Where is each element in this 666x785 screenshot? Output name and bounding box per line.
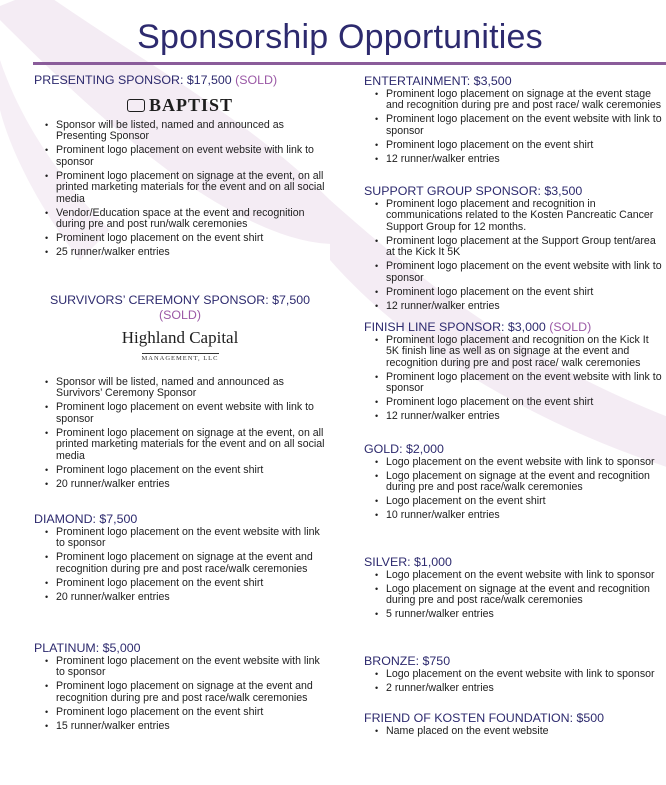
list-item: • Prominent logo placement on signage at the event and recognition during pre and post race/walk ceremonies bbox=[34, 681, 326, 704]
section-heading: FINISH LINE SPONSOR: $3,000 (SOLD) bbox=[364, 320, 592, 334]
section-heading: SILVER: $1,000 bbox=[364, 555, 452, 569]
page-title: Sponsorship Opportunities bbox=[137, 18, 543, 56]
sponsor-silver bbox=[364, 555, 664, 623]
benefit-list bbox=[34, 527, 326, 603]
benefit-list bbox=[364, 726, 664, 737]
sold-badge: (SOLD) bbox=[549, 320, 592, 334]
list-item: • Prominent logo placement on event website with link to sponsor bbox=[34, 402, 326, 425]
section-heading: GOLD: $2,000 bbox=[364, 442, 444, 456]
benefit-list bbox=[364, 457, 664, 522]
list-item: • Logo placement on signage at the event and recognition during pre and post race/walk ceremonies bbox=[364, 584, 664, 607]
section-heading: PRESENTING SPONSOR: $17,500 (SOLD) bbox=[34, 73, 278, 87]
list-item: • Logo placement on the event website with link to sponsor bbox=[364, 457, 664, 468]
benefit-list bbox=[364, 570, 664, 621]
sold-badge: (SOLD) bbox=[235, 73, 278, 87]
list-item: • 2 runner/walker entries bbox=[364, 683, 664, 694]
list-item: • Sponsor will be listed, named and announced as Survivors’ Ceremony Sponsor bbox=[34, 377, 326, 400]
list-item: • 20 runner/walker entries bbox=[34, 592, 326, 603]
list-item: • Vendor/Education space at the event and recognition during pre and post run/walk ceremonies bbox=[34, 208, 326, 231]
sponsor-presenting bbox=[34, 73, 326, 261]
sponsor-friend-of-kosten bbox=[364, 711, 664, 740]
benefit-list bbox=[364, 335, 664, 423]
list-item: • Prominent logo placement on the event website with link to sponsor bbox=[364, 261, 664, 284]
list-item: • Prominent logo placement on signage at the event, on all printed marketing materials for the event and on all social media bbox=[34, 171, 326, 205]
baptist-mark-icon bbox=[127, 99, 145, 112]
section-heading: FRIEND OF KOSTEN FOUNDATION: $500 bbox=[364, 711, 605, 725]
sponsor-finish-line bbox=[364, 320, 664, 425]
list-item: • 10 runner/walker entries bbox=[364, 510, 664, 521]
list-item: • Prominent logo placement on the event website with link to sponsor bbox=[364, 372, 664, 395]
list-item: • 5 runner/walker entries bbox=[364, 609, 664, 620]
benefit-list bbox=[364, 89, 664, 165]
section-heading: DIAMOND: $7,500 bbox=[34, 512, 138, 526]
list-item: • Name placed on the event website bbox=[364, 726, 664, 737]
list-item: • 15 runner/walker entries bbox=[34, 721, 326, 732]
highland-capital-logo: Highland Capital MANAGEMENT, LLC bbox=[121, 328, 239, 362]
sponsor-support-group bbox=[364, 184, 664, 315]
title-divider bbox=[33, 62, 666, 65]
list-item: • Prominent logo placement on signage at the event, on all printed marketing materials for the event and on all social media bbox=[34, 428, 326, 462]
section-heading: ENTERTAINMENT: $3,500 bbox=[364, 74, 512, 88]
list-item: • 12 runner/walker entries bbox=[364, 411, 664, 422]
sponsor-entertainment bbox=[364, 74, 664, 168]
benefit-list bbox=[34, 656, 326, 732]
list-item: • Prominent logo placement on signage at the event stage and recognition during pre and post race/ walk ceremonies bbox=[364, 89, 664, 112]
list-item: • 12 runner/walker entries bbox=[364, 154, 664, 165]
list-item: • Sponsor will be listed, named and announced as Presenting Sponsor bbox=[34, 120, 326, 143]
section-heading: PLATINUM: $5,000 bbox=[34, 641, 141, 655]
list-item: • 20 runner/walker entries bbox=[34, 479, 326, 490]
list-item: • 12 runner/walker entries bbox=[364, 301, 664, 312]
benefit-list bbox=[34, 120, 326, 258]
benefit-list bbox=[364, 199, 664, 312]
sponsor-gold bbox=[364, 442, 664, 524]
benefit-list bbox=[364, 669, 664, 694]
list-item: • Logo placement on the event shirt bbox=[364, 496, 664, 507]
list-item: • Prominent logo placement on the event website with link to sponsor bbox=[34, 656, 326, 679]
sponsor-survivors-ceremony bbox=[34, 293, 326, 493]
list-item: • 25 runner/walker entries bbox=[34, 247, 326, 258]
list-item: • Prominent logo placement at the Support Group tent/area at the Kick It 5K bbox=[364, 236, 664, 259]
baptist-logo: BAPTIST bbox=[34, 94, 326, 116]
list-item: • Logo placement on the event website with link to sponsor bbox=[364, 669, 664, 680]
section-heading: SURVIVORS’ CEREMONY SPONSOR: $7,500 (SOLD) bbox=[34, 293, 326, 323]
list-item: • Prominent logo placement on the event shirt bbox=[34, 465, 326, 476]
list-item: • Prominent logo placement on the event shirt bbox=[364, 397, 664, 408]
sponsor-diamond bbox=[34, 512, 326, 606]
sponsor-bronze bbox=[364, 654, 664, 697]
list-item: • Prominent logo placement and recognition on the Kick It 5K finish line as well as on signage at the event and recognition during pre and post race/ walk ceremonies bbox=[364, 335, 664, 369]
list-item: • Prominent logo placement on the event website with link to sponsor bbox=[34, 527, 326, 550]
list-item: • Logo placement on the event website with link to sponsor bbox=[364, 570, 664, 581]
list-item: • Prominent logo placement on the event shirt bbox=[364, 287, 664, 298]
section-heading: SUPPORT GROUP SPONSOR: $3,500 bbox=[364, 184, 583, 198]
list-item: • Prominent logo placement on the event website with link to sponsor bbox=[364, 114, 664, 137]
list-item: • Prominent logo placement on event website with link to sponsor bbox=[34, 145, 326, 168]
benefit-list bbox=[34, 377, 326, 490]
sponsor-platinum bbox=[34, 641, 326, 735]
list-item: • Prominent logo placement on the event shirt bbox=[364, 140, 664, 151]
list-item: • Prominent logo placement and recognition in communications related to the Kosten Pancreatic Cancer Support Group for 12 months. bbox=[364, 199, 664, 233]
list-item: • Prominent logo placement on the event shirt bbox=[34, 233, 326, 244]
list-item: • Prominent logo placement on the event shirt bbox=[34, 578, 326, 589]
list-item: • Logo placement on signage at the event and recognition during pre and post race/walk ceremonies bbox=[364, 471, 664, 494]
list-item: • Prominent logo placement on the event shirt bbox=[34, 707, 326, 718]
sold-badge: (SOLD) bbox=[159, 308, 201, 322]
list-item: • Prominent logo placement on signage at the event and recognition during pre and post race/walk ceremonies bbox=[34, 552, 326, 575]
section-heading: BRONZE: $750 bbox=[364, 654, 451, 668]
